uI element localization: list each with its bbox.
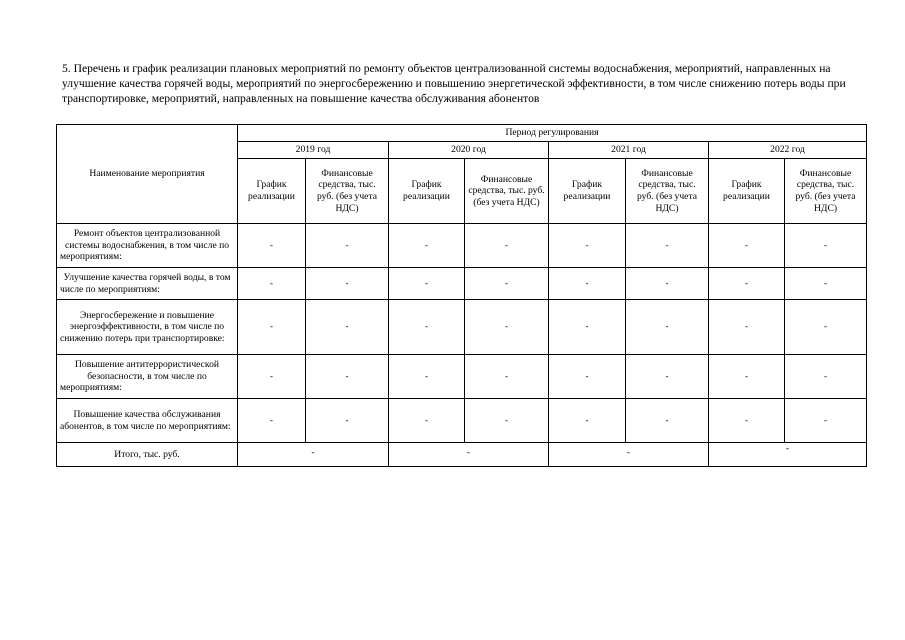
value-cell: - — [785, 399, 867, 443]
total-row — [57, 443, 867, 467]
value-cell: - — [306, 268, 389, 300]
value-cell: - — [389, 224, 465, 268]
total-cell-2019 — [238, 443, 389, 467]
section-heading: 5. Перечень и график реализации плановых мероприятий по ремонту объектов централизованной системы водоснабжения, мероприятий, направленных на улучшение качества горячей воды, мероприятий по энергосбережению и повышению энергетической эффективности, в том числе снижению потерь воды при транспортировке, мероприятий, направленных на повышение качества обслуживания абонентов — [62, 62, 846, 105]
value-cell: - — [785, 224, 867, 268]
activity-name: Энергосбережение и повышение энергоэффективности, в том числе по снижению потерь при транспортировке: — [57, 300, 238, 355]
table-row — [57, 224, 867, 268]
finance-header: Финансовые средства, тыс. руб. (без учета НДС) — [465, 159, 549, 224]
value-cell: - — [389, 399, 465, 443]
value-cell: - — [306, 224, 389, 268]
value-cell: - — [306, 300, 389, 355]
value-cell: - — [238, 268, 306, 300]
value-cell: - — [626, 224, 709, 268]
value-cell: - — [549, 399, 626, 443]
value-cell: - — [465, 224, 549, 268]
total-label: Итого, тыс. руб. — [57, 443, 238, 467]
value-cell: - — [626, 300, 709, 355]
value-cell: - — [549, 224, 626, 268]
value-cell: - — [389, 268, 465, 300]
total-cell-2022 — [709, 443, 867, 467]
value-cell: - — [709, 399, 785, 443]
total-value: - — [311, 446, 315, 458]
activities-table — [56, 124, 867, 467]
schedule-header: График реализации — [709, 159, 785, 224]
year-header-2022: 2022 год — [709, 142, 867, 159]
value-cell: - — [465, 355, 549, 399]
value-cell: - — [465, 399, 549, 443]
total-value: - — [785, 442, 790, 454]
value-cell: - — [238, 399, 306, 443]
value-cell: - — [238, 224, 306, 268]
value-cell: - — [306, 399, 389, 443]
schedule-header: График реализации — [389, 159, 465, 224]
year-header-2019: 2019 год — [238, 142, 389, 159]
value-cell: - — [709, 300, 785, 355]
period-header: Период регулирования — [238, 125, 867, 142]
schedule-header: График реализации — [238, 159, 306, 224]
activity-name: Ремонт объектов централизованной системы водоснабжения, в том числе по мероприятиям: — [57, 224, 238, 268]
total-cell-2021 — [549, 443, 709, 467]
value-cell: - — [465, 268, 549, 300]
value-cell: - — [238, 300, 306, 355]
total-cell-2020 — [389, 443, 549, 467]
value-cell: - — [785, 268, 867, 300]
table-row — [57, 399, 867, 443]
name-column-header: Наименование мероприятия — [57, 125, 238, 224]
table-row — [57, 268, 867, 300]
finance-header: Финансовые средства, тыс. руб. (без учета НДС) — [626, 159, 709, 224]
value-cell: - — [549, 355, 626, 399]
value-cell: - — [549, 300, 626, 355]
value-cell: - — [389, 355, 465, 399]
value-cell: - — [626, 355, 709, 399]
total-value: - — [626, 446, 631, 458]
schedule-header: График реализации — [549, 159, 626, 224]
value-cell: - — [709, 268, 785, 300]
activity-name: Повышение антитеррористической безопасности, в том числе по мероприятиям: — [57, 355, 238, 399]
value-cell: - — [709, 224, 785, 268]
table-row — [57, 355, 867, 399]
value-cell: - — [465, 300, 549, 355]
value-cell: - — [306, 355, 389, 399]
value-cell: - — [785, 300, 867, 355]
value-cell: - — [626, 399, 709, 443]
value-cell: - — [389, 300, 465, 355]
table-row — [57, 300, 867, 355]
finance-header: Финансовые средства, тыс. руб. (без учета НДС) — [785, 159, 867, 224]
total-value: - — [466, 446, 471, 458]
value-cell: - — [238, 355, 306, 399]
activity-name: Улучшение качества горячей воды, в том числе по мероприятиям: — [57, 268, 238, 300]
year-header-2021: 2021 год — [549, 142, 709, 159]
value-cell: - — [785, 355, 867, 399]
finance-header: Финансовые средства, тыс. руб. (без учета НДС) — [306, 159, 389, 224]
value-cell: - — [626, 268, 709, 300]
activity-name: Повышение качества обслуживания абонентов, в том числе по мероприятиям: — [57, 399, 238, 443]
value-cell: - — [549, 268, 626, 300]
year-header-2020: 2020 год — [389, 142, 549, 159]
value-cell: - — [709, 355, 785, 399]
